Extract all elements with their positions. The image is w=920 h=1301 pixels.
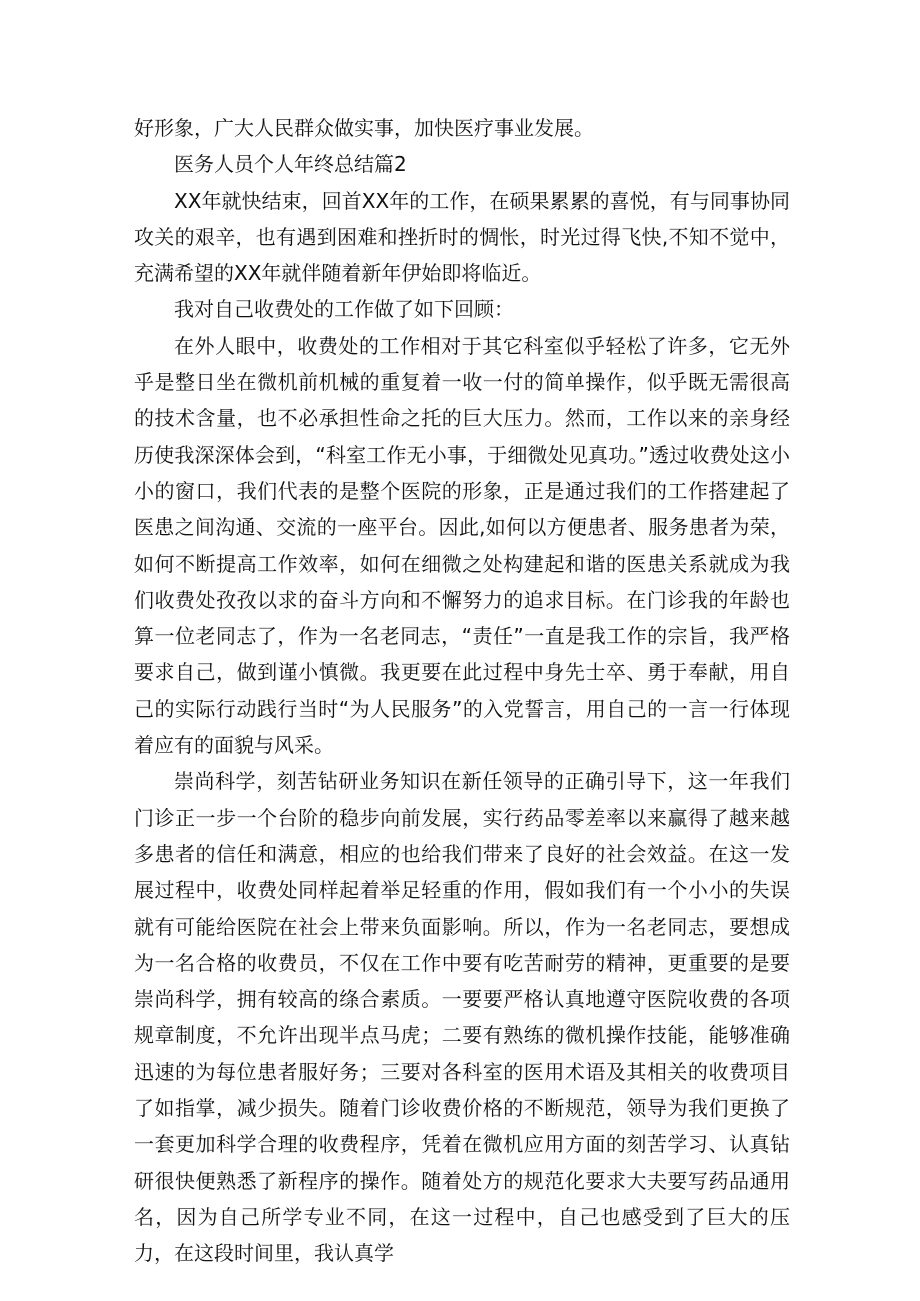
section-heading: 医务人员个人年终总结篇2 [174, 152, 407, 177]
paragraph-review-lead: 我对自己收费处的工作做了如下回顾： [174, 297, 514, 322]
document-page [134, 110, 790, 1272]
paragraph-work-overview: 在外人眼中，收费处的工作相对于其它科室似乎轻松了许多，它无外乎是整日坐在微机前机械的重复着一收一付的简单操作，似乎既无需很高的技术含量，也不必承担性命之托的巨大压力。然而，工作以来的亲身经历使我深深体会到，“科室工作无小事，于细微处见真功。”透过收费处这小小的窗口，我们代表的是整个医院的形象，正是通过我们的工作搭建起了医患之间沟通、交流的一座平台。因此,如何以方便患者、服务患者为荣，如何不断提高工作效率，如何在细微之处构建起和谐的医患关系就成为我们收费处孜孜以求的奋斗方向和不懈努力的追求目标。在门诊我的年龄也算一位老同志了，作为一名老同志，“责任”一直是我工作的宗旨，我严格要求自己，做到谨小慎微。我更要在此过程中身先士卒、勇于奉献，用自己的实际行动践行当时“为人民服务”的入党誓言，用自己的一言一行体现着应有的面貌与风采。 [134, 333, 790, 758]
paragraph-continuation: 好形象，广大人民群众做实事，加快医疗事业发展。 [134, 116, 594, 140]
paragraph-intro: XX年就快结束，回首XX年的工作，在硕果累累的喜悦，有与同事协同攻关的艰辛，也有遇到困难和挫折时的惆怅，时光过得飞快,不知不觉中，充满希望的XX年就伴随着新年伊始即将临近。 [134, 188, 790, 286]
paragraph-science-study: 崇尚科学，刻苦钻研业务知识在新任领导的正确引导下，这一年我们门诊正一步一个台阶的稳步向前发展，实行药品零差率以来赢得了越来越多患者的信任和满意，相应的也给我们带来了良好的社会效益。在这一发展过程中，收费处同样起着举足轻重的作用，假如我们有一个小小的失误就有可能给医院在社会上带来负面影响。所以，作为一名老同志，要想成为一名合格的收费员，不仅在工作中要有吃苦耐劳的精神，更重要的是要崇尚科学，拥有较高的绦合素质。一要要严格认真地遵守医院收费的各项规章制度，不允许出现半点马虎；二要有熟练的微机操作技能，能够准确迅速的为每位患者服好务；三要对各科室的医用术语及其相关的收费项目了如指掌，减少损失。随着门诊收费价格的不断规范，领导为我们更换了一套更加科学合理的收费程序，凭着在微机应用方面的刻苦学习、认真钻研很快便熟悉了新程序的操作。随着处方的规范化要求大夫要写药品通用名，因为自己所学专业不同，在这一过程中，自己也感受到了巨大的压力，在这段时间里，我认真学 [134, 769, 790, 1266]
